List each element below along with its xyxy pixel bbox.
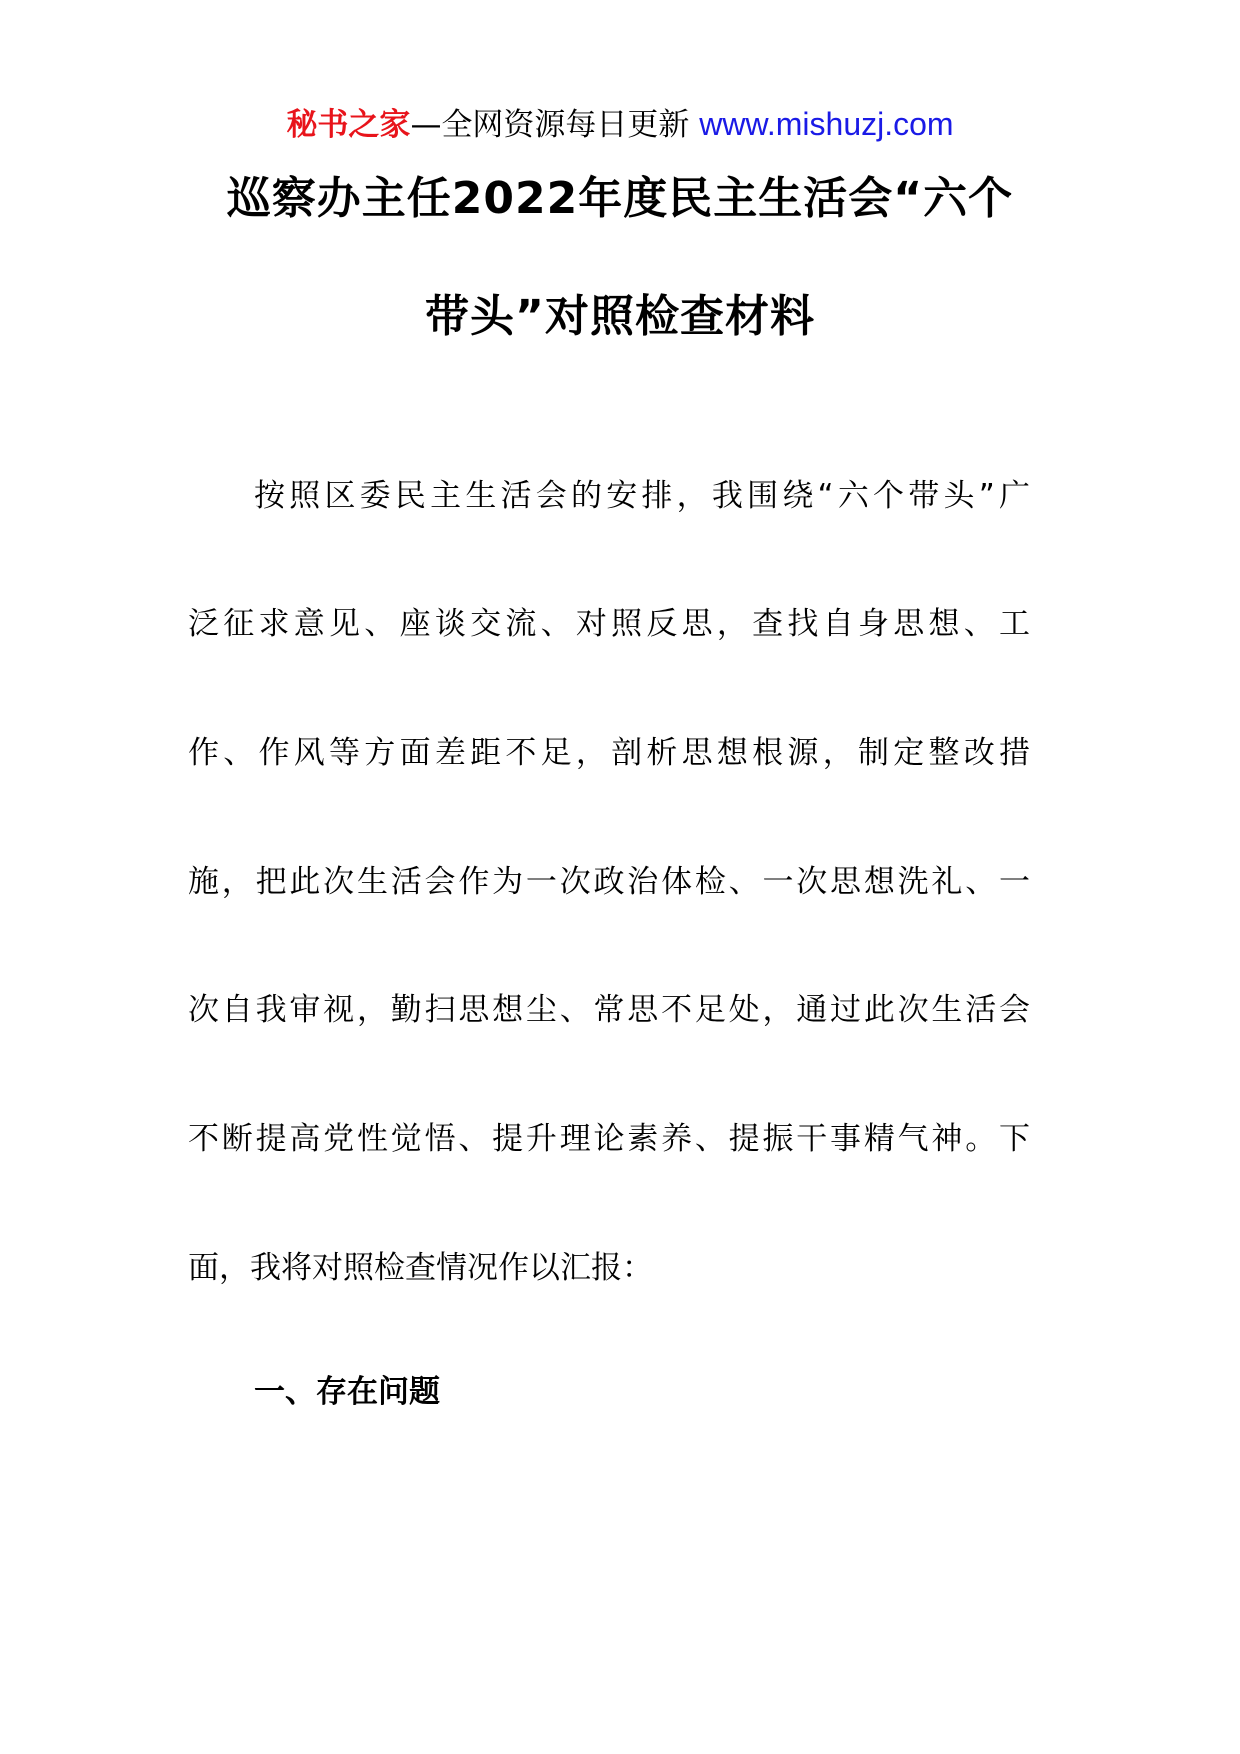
body-text-line: 作、作风等方面差距不足，剖析思想根源，制定整改措 [188, 735, 1030, 771]
brand-name: 秘书之家 [286, 107, 411, 143]
section-heading: 一、存在问题 [254, 1374, 440, 1410]
body-text-line: 泛征求意见、座谈交流、对照反思，查找自身思想、工 [188, 606, 1030, 642]
site-header [0, 102, 1240, 147]
header-tagline: —全网资源每日更新 [410, 107, 690, 143]
document-title-line-2: 带头”对照检查材料 [425, 291, 815, 342]
document-title-line-1: 巡察办主任2022年度民主生活会“六个 [226, 173, 1014, 224]
body-text-line: 不断提高党性觉悟、提升理论素养、提振干事精气神。下 [188, 1121, 1030, 1157]
body-text-line: 按照区委民主生活会的安排，我围绕“六个带头”广 [254, 478, 1030, 514]
body-text-line: 施，把此次生活会作为一次政治体检、一次思想洗礼、一 [188, 864, 1030, 900]
body-text-line: 面，我将对照检查情况作以汇报： [188, 1250, 653, 1286]
site-url[interactable]: www.mishuzj.com [699, 106, 954, 142]
body-text-line: 次自我审视，勤扫思想尘、常思不足处，通过此次生活会 [188, 992, 1030, 1028]
